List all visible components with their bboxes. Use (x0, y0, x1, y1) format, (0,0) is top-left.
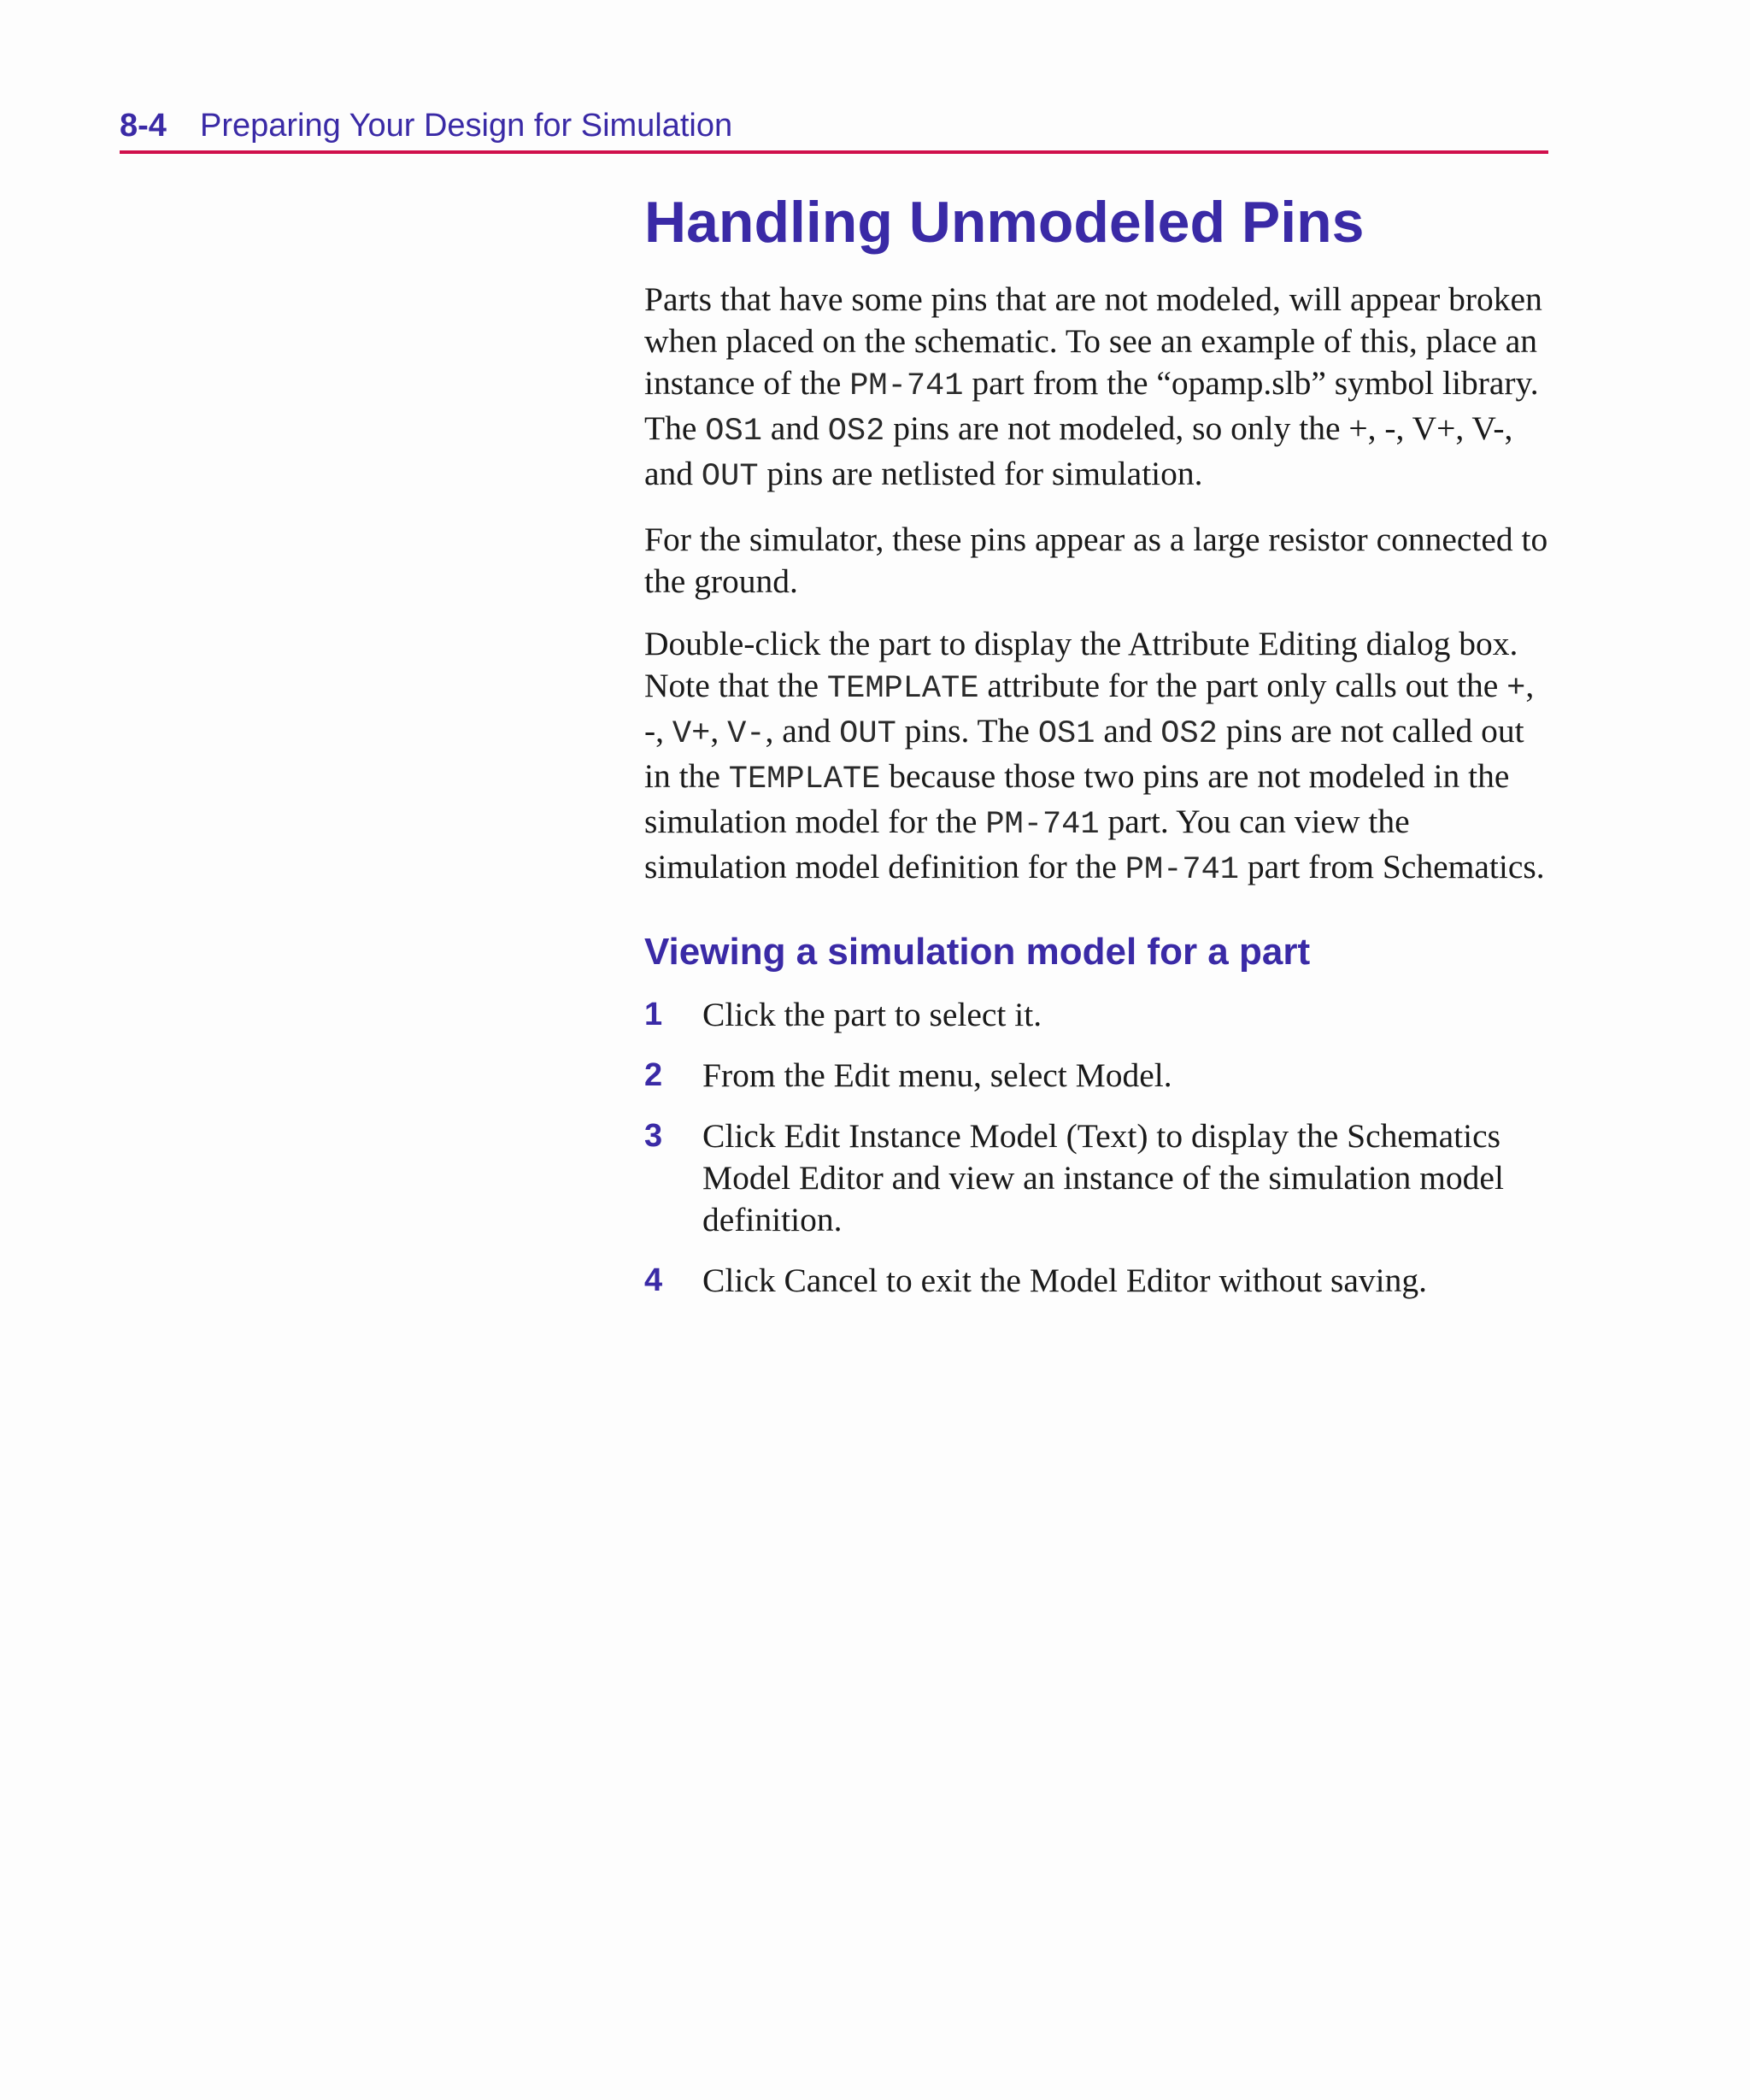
code-pin-name: OS2 (827, 414, 885, 450)
procedure-step (644, 994, 1550, 1036)
step-text: Click the part to select it. (702, 996, 1042, 1033)
paragraph-unmodeled-pins (644, 279, 1550, 498)
main-content (644, 188, 1550, 1321)
text-run: pins are not modeled, so only the +, -, V+, V-, and (644, 409, 1513, 492)
code-pin-name: V- (727, 716, 766, 752)
procedure-title: Viewing a simulation model for a part (644, 931, 1311, 973)
paragraph-simulator: For the simulator, these pins appear as a large resistor connected to the ground. (644, 521, 1548, 600)
code-pin-name: OS2 (1160, 716, 1218, 752)
text-run: , and (765, 712, 840, 750)
step-number: 2 (644, 1057, 663, 1093)
step-number: 3 (644, 1118, 663, 1154)
paragraph-attribute-editing (644, 623, 1550, 891)
step-text: From the Edit menu, select Model. (702, 1056, 1172, 1094)
section-title: Handling Unmodeled Pins (644, 190, 1365, 255)
step-text: Click Edit Instance Model (Text) to display the Schematics Model Editor and view an instance of the simulation model definition. (702, 1117, 1504, 1238)
text-run: part from the “opamp.slb” symbol library. The (644, 364, 1539, 447)
text-run: part from Schematics. (1239, 848, 1545, 885)
text-run: , (710, 712, 728, 750)
code-pin-name: OUT (839, 716, 896, 752)
code-part-name: PM-741 (1125, 852, 1240, 888)
text-run: Double-click the part to display the Attribute Editing dialog box. Note that the (644, 625, 1518, 704)
procedure-step (644, 1260, 1550, 1302)
procedure-step (644, 1115, 1550, 1241)
text-run: Parts that have some pins that are not modeled, will appear broken when placed on the schematic. To see an example of this, place an instance of the (644, 280, 1542, 402)
code-attribute-name: TEMPLATE (826, 671, 979, 707)
code-pin-name: OUT (701, 459, 759, 495)
procedure-steps (644, 994, 1550, 1302)
procedure-step (644, 1055, 1550, 1097)
code-pin-name: OS1 (705, 414, 762, 450)
step-number: 4 (644, 1262, 663, 1298)
page-number: 8-4 (120, 108, 167, 144)
chapter-title: Preparing Your Design for Simulation (200, 108, 733, 144)
text-run: pins. The (896, 712, 1038, 750)
code-pin-name: OS1 (1037, 716, 1095, 752)
text-run: and (761, 409, 828, 447)
running-header (120, 106, 1548, 154)
text-run: pins are netlisted for simulation. (758, 455, 1203, 492)
text-run: attribute for the part only calls out the (978, 667, 1507, 704)
text-run: pins are not called out in the (644, 712, 1524, 795)
text-run: and (1095, 712, 1161, 750)
text-run: , -, (644, 667, 1535, 750)
code-pin-name: + (1506, 671, 1526, 707)
text-run: part. You can view the simulation model definition for the (644, 803, 1410, 885)
text-run: because those two pins are not modeled in the simulation model for the (644, 757, 1510, 840)
step-number: 1 (644, 997, 663, 1032)
code-part-name: PM-741 (985, 807, 1100, 843)
code-attribute-name: TEMPLATE (728, 762, 881, 797)
header-rule (120, 150, 1548, 154)
code-pin-name: V+ (672, 716, 711, 752)
code-part-name: PM-741 (849, 368, 964, 404)
step-text: Click Cancel to exit the Model Editor without saving. (702, 1262, 1428, 1299)
